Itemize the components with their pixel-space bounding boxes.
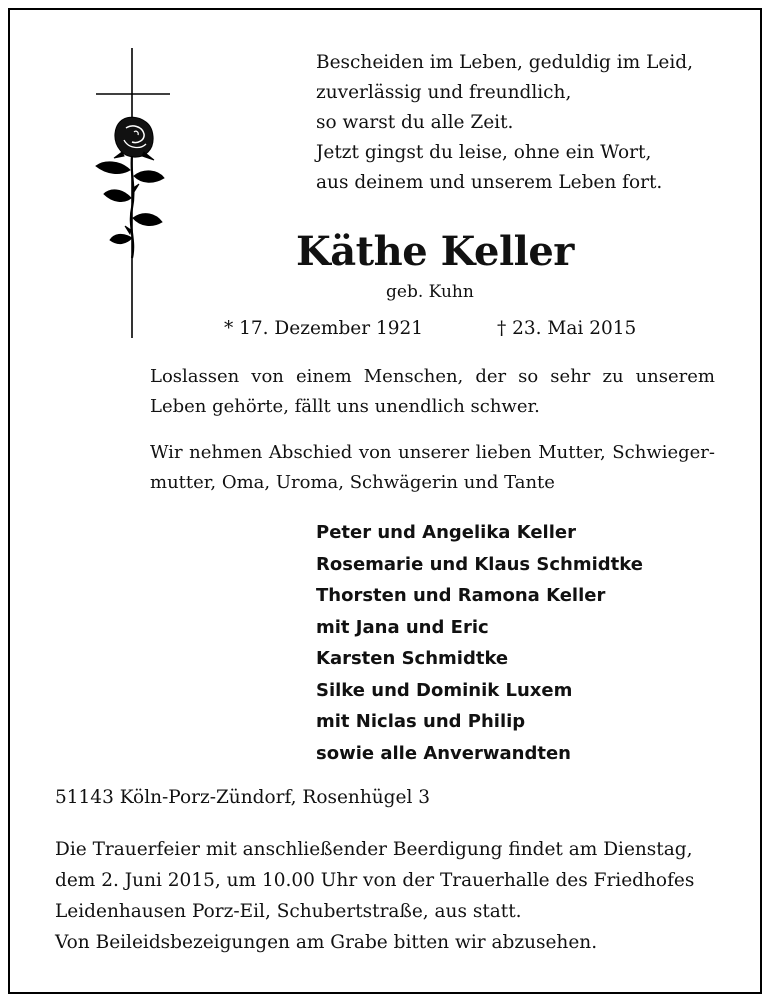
family-member: Silke und Dominik Luxem	[316, 679, 573, 701]
family-member: mit Niclas und Philip	[316, 711, 526, 732]
family-member: Peter und Angelika Keller	[316, 522, 576, 543]
address: 51143 Köln-Porz-Zündorf, Rosenhügel 3	[55, 787, 431, 808]
poem-line: Jetzt gingst du leise, ohne ein Wort,	[316, 142, 652, 163]
poem-line: zuverlässig und freundlich,	[316, 82, 572, 103]
family-member: Rosemarie und Klaus Schmidtke	[316, 553, 643, 575]
death-date: † 23. Mai 2015	[497, 318, 637, 339]
cross-with-rose-icon	[92, 48, 182, 343]
family-member: Karsten Schmidtke	[316, 648, 509, 669]
funeral-notice	[55, 834, 715, 958]
notice-line: Leidenhausen Porz-Eil, Schubertstraße, aus statt.	[55, 901, 522, 922]
notice-line: dem 2. Juni 2015, um 10.00 Uhr von der Trauerhalle des Friedhofes	[55, 870, 695, 891]
poem-line: Bescheiden im Leben, geduldig im Leid,	[316, 52, 693, 73]
deceased-name: Käthe Keller	[296, 228, 574, 275]
family-member: Thorsten und Ramona Keller	[316, 585, 606, 606]
family-member: sowie alle Anverwandten	[316, 742, 571, 764]
poem	[316, 48, 693, 198]
family-list	[316, 517, 643, 769]
maiden-name: geb. Kuhn	[386, 282, 474, 302]
mourning-paragraph: Wir nehmen Abschied von unserer lieben Mutter, Schwieger-mutter, Oma, Uroma, Schwägerin und Tante	[150, 442, 715, 493]
poem-line: so warst du alle Zeit.	[316, 112, 514, 133]
notice-line: Die Trauerfeier mit anschließender Beerdigung findet am Dienstag,	[55, 839, 693, 860]
birth-date: * 17. Dezember 1921	[224, 318, 424, 339]
poem-line: aus deinem und unserem Leben fort.	[316, 172, 663, 193]
family-member: mit Jana und Eric	[316, 616, 489, 638]
farewell-paragraph: Loslassen von einem Menschen, der so sehr zu unserem Leben gehörte, fällt uns unendlich schwer.	[150, 366, 715, 417]
notice-line: Von Beileidsbezeigungen am Grabe bitten wir abzusehen.	[55, 932, 598, 953]
